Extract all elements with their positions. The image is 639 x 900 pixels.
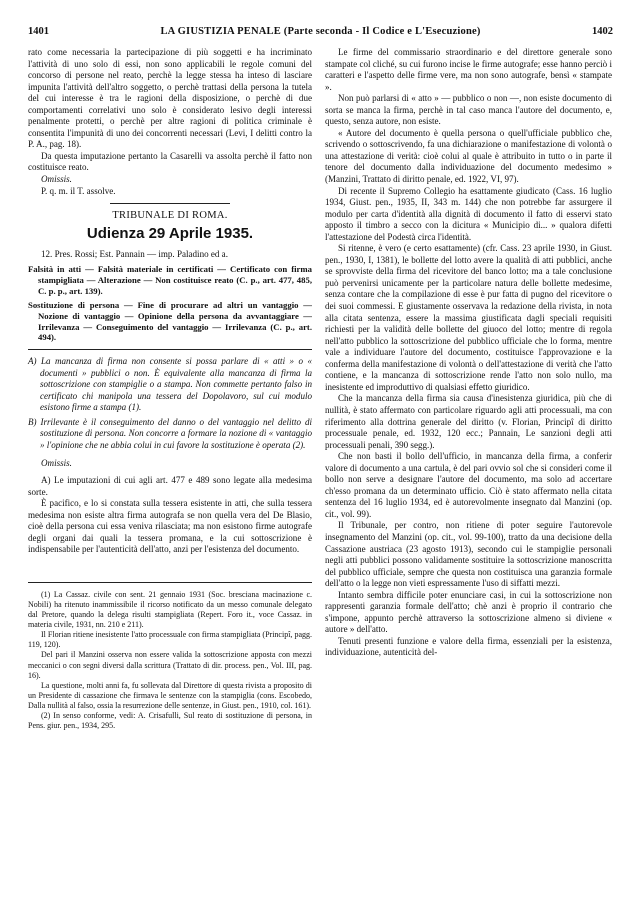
- paragraph: « Autore del documento è quella persona o quell'ufficiale pubblico che, scrivendo o sottoscrivendo, fa una dichiarazione o manifestazione di volontà o una attestazione di verità: cioè colui al quale è attribuito in tutto o in parte il tenore del documento dalla individuazione del documento medesimo » (Manzini, Trattato di diritto penale, ed. 1922, VI, 97).: [325, 127, 612, 185]
- footnote-divider: [28, 582, 312, 583]
- paragraph: Si ritenne, è vero (e certo esattamente) (cfr. Cass. 23 aprile 1930, in Giust. pen., 1930, I, 1381), le bollette del lotto avere la qualità di atti pubblici, anche se sprovviste della firma del ricevitore del banco lotto; ma a tale conclusione può pervenirsi unicamente per la particolare natura delle bollette medesime, senza contare che la compilazione di esse è pur fatta di pugno del ricevitore o dei suoi commessi. E giustamente osservava la redazione della rivista, in nota alla citata sentenza, essere la massima giustificata dagli speciali requisiti richiesti per la validità delle bollette del giuoco del lotto; mentre di regola nell'atto pubblico la sottoscrizione del pubblico ufficiale che lo forma, mentre vale a individuare l'autore del documento, costituisce l'approvazione e la conferma della manifestazione di volontà o dell'attestazione di verità che l'atto contiene, e la mancanza di sottoscrizione rende l'atto non solo nullo, ma inesistente ed improduttivo di qualsiasi effetto giuridico.: [325, 243, 612, 392]
- court-heading: TRIBUNALE DI ROMA.: [112, 210, 228, 222]
- paragraph: Le firme del commissario straordinario e del direttore generale sono stampate col cliché, su cui furono incise le firme autografe; esse hanno perciò i caratteri e l'aspetto delle firme vere, ma non sono autografe, bensì « stampate ».: [325, 47, 612, 92]
- paragraph: Non può parlarsi di « atto » — pubblico o non —, non esiste documento di sorta se manca la firma, perchè in tal caso manca l'autore del documento, e, questo, senza autore, non esiste.: [325, 93, 612, 127]
- omissis: Omissis.: [41, 174, 72, 185]
- footnote: Del pari il Manzini osserva non essere valida la sottoscrizione apposta con mezzi meccanici o con segni diversi dalla scrittura (Trattato di dir. process. pen., Vol. III, pag. 16).: [28, 650, 312, 680]
- paragraph: Intanto sembra difficile poter enunciare casi, in cui la sottoscrizione non rappresenti garanzia formale dell'atto; chè anzi è proprio il contrario che s'impone, appunto perchè attraverso la sottoscrizione almeno si diviene « autore » dell'atto.: [325, 589, 612, 635]
- journal-title: LA GIUSTIZIA PENALE (Parte seconda - Il Codice e L'Esecuzione): [160, 26, 481, 37]
- paragraph: rato come necessaria la partecipazione di più soggetti e ha incriminato l'attività di uno solo di essi, non sono applicabili le regole comuni del concorso di persone nel reato, perchè la legge stessa ha inteso di lasciare impunita l'attività dell'altro soggetto, o perchè trattasi della persona la tutela del cui interesse è tra le ragioni della disposizione, o perchè di due comportamenti correlativi uno solo è considerato lesivo degli interessi penalmente protetti, o perchè per altre ragioni di politica criminale è consentita l'impunità di uno dei concorrenti necessari (Levi, I delitti contro la P. A., pag. 18).: [28, 47, 312, 150]
- page-header: [28, 26, 613, 42]
- left-column: [28, 47, 312, 731]
- page-number-right: 1402: [592, 26, 613, 37]
- hearing-title: Udienza 29 Aprile 1935.: [86, 224, 254, 242]
- paragraph: Tenuti presenti funzione e valore della firma, essenziali per la esistenza, individuazione, autenticità del-: [325, 635, 612, 658]
- right-column: [325, 47, 612, 659]
- divider: [110, 203, 230, 204]
- decision: P. q. m. il T. assolve.: [41, 185, 116, 196]
- footnote: Il Florian ritiene inesistente l'atto processuale con firma stampigliata (Principî, pagg. 119, 120).: [28, 630, 312, 650]
- divider: [28, 349, 312, 350]
- footnote: (2) In senso conforme, vedi: A. Crisafulli, Sul reato di sostituzione di persona, in Pens. giur. pen., 1934, 295.: [28, 711, 312, 731]
- paragraph: Di recente il Supremo Collegio ha esattamente giudicato (Cass. 16 luglio 1934, Giust. pen., 1935, II, 343 m. 144) che non potrebbe far assurgere il modulo per carta d'identità alla dignità di documento il fatto di esservi stato apposto il timbro a secco con la dicitura « Municipio di... » qualora difetti l'attestazione del Podestà circa l'identità.: [325, 185, 612, 242]
- paragraph: Il Tribunale, per contro, non ritiene di poter seguire l'autorevole insegnamento del Manzini (op. cit., vol. 99-100), tratto da una decisione della Cassazione austriaca (23 agosto 1913), secondo cui le stampiglie personali negli atti pubblici possono validamente sostituire la sottoscrizione manoscritta del pubblico ufficiale, sempre che questa non costituisca una garanzia formale dell'atto o la legge non vieti espressamente l'uso di siffatti mezzi.: [325, 520, 612, 589]
- massima-heading: Falsità in atti — Falsità materiale in certificati — Certificato con firma stampigliata — Alterazione — Non costituisce reato (C. p., art. 477, 485, C. p. p., art. 139).: [28, 264, 312, 296]
- case-parties: 12. Pres. Rossi; Est. Pannain — imp. Paladino ed a.: [41, 248, 228, 259]
- paragraph: Da questa imputazione pertanto la Casarelli va assolta perchè il fatto non costituisce reato.: [28, 150, 312, 173]
- massima-heading: Sostituzione di persona — Fine di procurare ad altri un vantaggio — Nozione di vantaggio — Opinione della persona da avvantaggiare — Irrilevanza — Conseguimento del vantaggio — Irrilevanza (C. p., art. 494).: [28, 300, 312, 343]
- footnote: La questione, molti anni fa, fu sollevata dal Direttore di questa rivista a proposito di un Presidente di cassazione che firmava le sentenze con la stampiglia (cons. Escobedo, Dalla nullità al falso, ossia la resurrezione delle sentenze, in Giust. pen., 1910, col. 161).: [28, 680, 312, 710]
- paragraph: A) Le imputazioni di cui agli art. 477 e 489 sono legate alla medesima sorte.: [28, 475, 312, 497]
- paragraph: È pacifico, e lo si constata sulla tessera esistente in atti, che sulla tessera medesima non esiste altra firma autografa se non quella vera del De Blasio, cioè della persona cui essa veniva rilasciata; ma non esistono firme autografe degli organi dai quali la tessera promana, e la cui sottoscrizione è indispensabile per l'autenticità dell'atto, anzi per l'esistenza del documento.: [28, 498, 312, 555]
- footnote: (1) La Cassaz. civile con sent. 21 gennaio 1931 (Soc. bresciana macinazione c. Nobili) ha ritenuto inammissibile il ricorso notificato da un messo comunale delegato dal Pretore, quando la delega risulti stampigliata (Repert. Foro it., voce Cassaz. in materia civile, 1931, nn. 210 e 211).: [28, 589, 312, 630]
- maxim: A) La mancanza di firma non consente si possa parlare di « atti » o « documenti » pubblici o non. È equivalente alla mancanza di firma la sottoscrizione con stampiglie o a stampa. Non commette pertanto falso in certificato chi manipola una tessera del Dopolavoro, sul cui modulo esistono firme a stampa (1).: [28, 356, 312, 413]
- page-number-left: 1401: [28, 26, 49, 37]
- omissis: Omissis.: [41, 457, 72, 468]
- maxim: B) Irrilevante è il conseguimento del danno o del vantaggio nel delitto di sostituzione di persona. Non concorre a formare la nozione di « vantaggio » l'opinione che ne abbia colui in cui favore la sostituzione è operata (2).: [28, 416, 312, 450]
- paragraph: Che non basti il bollo dell'ufficio, in mancanza della firma, a conferir valore di documento a una cartula, è del pari ovvio sol che si consideri come il bollo non serve a designare l'autore del documento, ma solo ad accertare ch'esso promana da un determinato ufficio. Ciò è stato affermato nella citata sentenza del 16 luglio 1934, ed è autorevolmente insegnato dal Manzini (op. cit., vol. 99).: [325, 451, 612, 519]
- paragraph: Che la mancanza della firma sia causa d'inesistenza giuridica, più che di nullità, è stato affermato con particolare riguardo agli atti processuali, ma con riferimento alla dottrina generale del diritto (v. Florian, Principî di diritto processuale penale, ed. 1932, 120 ecc.; Pannain, Le sanzioni degli atti processuali penali, 390 segg.).: [325, 393, 612, 450]
